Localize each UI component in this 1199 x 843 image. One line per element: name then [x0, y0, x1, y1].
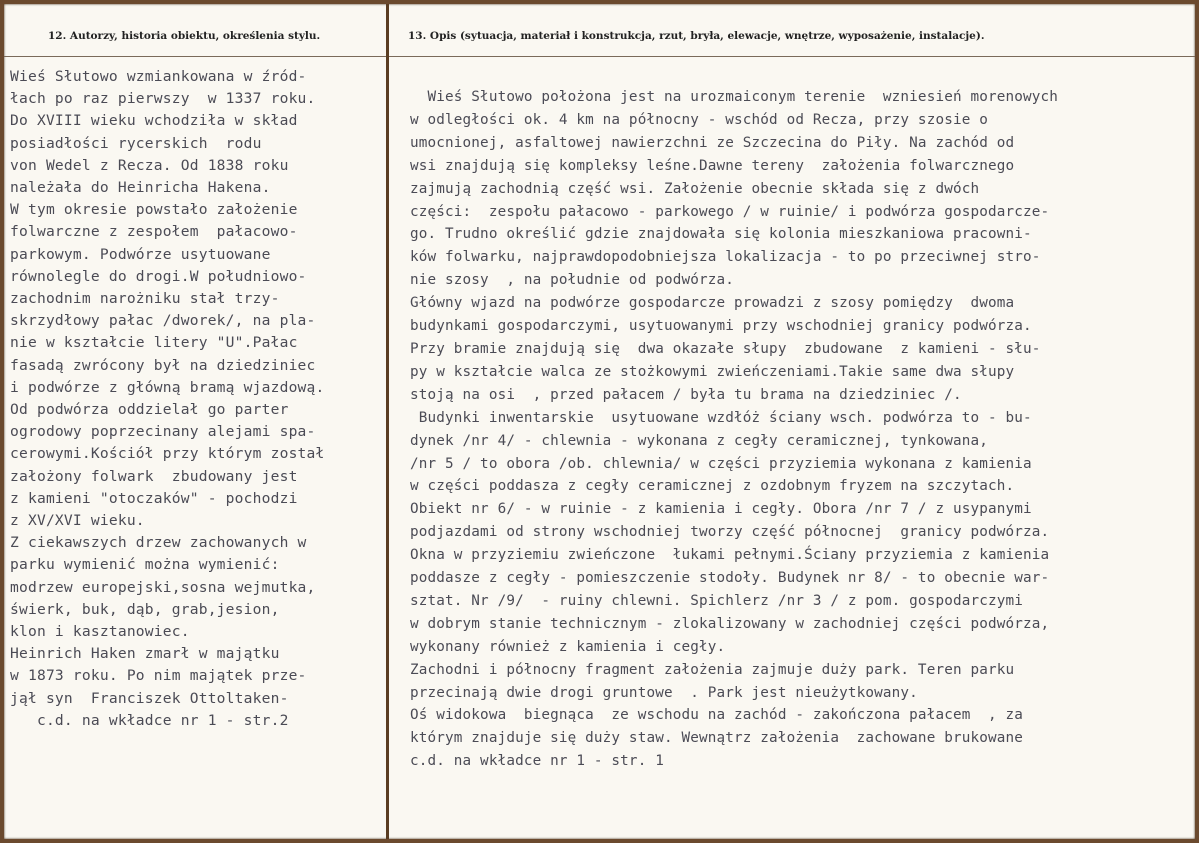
text-line: z kamieni "otoczaków" - pochodzi [10, 489, 298, 507]
text-line: Obiekt nr 6/ - w ruinie - z kamienia i cegły. Obora /nr 7 / z usypanymi [410, 501, 1032, 518]
text-line: nie w kształcie litery "U".Pałac [10, 334, 298, 352]
right-column-header: 13. Opis (sytuacja, materiał i konstrukcja, rzut, bryła, elewacje, wnętrze, wyposażenie, instalacje). [408, 30, 985, 42]
text-line: py w kształcie walca ze stożkowymi zwieńczeniami.Takie same dwa słupy [410, 363, 1015, 380]
left-column-header: 12. Autorzy, historia obiektu, określenia stylu. [48, 30, 321, 42]
text-line: z XV/XVI wieku. [10, 512, 145, 530]
text-line: W tym okresie powstało założenie [10, 201, 298, 219]
text-line: zachodnim narożniku stał trzy- [10, 290, 280, 308]
text-line: założony folwark zbudowany jest [10, 467, 298, 485]
right-header-rule [389, 56, 1195, 57]
left-column-text [10, 66, 325, 732]
text-line: w dobrym stanie technicznym - zlokalizowany w zachodniej części podwórza, [410, 615, 1050, 632]
inventory-card [4, 4, 1195, 839]
text-line: Heinrich Haken zmarł w majątku [10, 645, 280, 663]
text-line: von Wedel z Recza. Od 1838 roku [10, 156, 289, 174]
text-line: klon i kasztanowiec. [10, 623, 190, 641]
text-line: /nr 5 / to obora /ob. chlewnia/ w części przyziemia wykonana z kamienia [410, 455, 1032, 472]
text-line: Do XVIII wieku wchodziła w skład [10, 112, 298, 130]
left-header-rule [4, 56, 386, 57]
text-line: c.d. na wkładce nr 1 - str.2 [10, 711, 289, 729]
text-line: posiadłości rycerskich rodu [10, 134, 262, 152]
text-line: zajmują zachodnią część wsi. Założenie obecnie składa się z dwóch [410, 180, 980, 197]
text-line: folwarczne z zespołem pałacowo- [10, 223, 298, 241]
text-line: Główny wjazd na podwórze gospodarcze prowadzi z szosy pomiędzy dwoma [410, 295, 1015, 312]
text-line: Wieś Słutowo wzmiankowana w źród- [10, 68, 307, 85]
text-line: stoją na osi , przed pałacem / była tu brama na dziedziniec /. [410, 386, 962, 403]
text-line: cerowymi.Kościół przy którym został [10, 445, 325, 463]
text-line: części: zespołu pałacowo - parkowego / w ruinie/ i podwórza gospodarcze- [410, 203, 1050, 220]
text-line: Oś widokowa biegnąca ze wschodu na zachód - zakończona pałacem , za [410, 707, 1024, 724]
text-line: budynkami gospodarczymi, usytuowanymi przy wschodniej granicy podwórza. [410, 318, 1032, 335]
text-line: dynek /nr 4/ - chlewnia - wykonana z cegły ceramicznej, tynkowana, [410, 432, 988, 449]
text-line: którym znajduje się duży staw. Wewnątrz założenia zachowane brukowane [410, 730, 1024, 747]
text-line: Od podwórza oddzielał go parter [10, 401, 289, 419]
text-line: Budynki inwentarskie usytuowane wzdłóż ściany wsch. podwórza to - bu- [410, 409, 1032, 426]
text-line: skrzydłowy pałac /dworek/, na pla- [10, 312, 316, 330]
text-line: Z ciekawszych drzew zachowanych w [10, 534, 307, 552]
text-line: go. Trudno określić gdzie znajdowała się kolonia mieszkaniowa pracowni- [410, 226, 1032, 243]
text-line: Okna w przyziemiu zwieńczone łukami pełnymi.Ściany przyziemia z kamienia [410, 547, 1050, 564]
text-line: ków folwarku, najprawdopodobniejsza lokalizacja - to po przeciwnej stro- [410, 249, 1041, 266]
text-line: równolegle do drogi.W południowo- [10, 267, 307, 285]
text-line: c.d. na wkładce nr 1 - str. 1 [410, 753, 664, 770]
text-line: należała do Heinricha Hakena. [10, 179, 271, 197]
text-line: przecinają dwie drogi gruntowe . Park jest nieużytkowany. [410, 684, 918, 701]
text-line: modrzew europejski,sosna wejmutka, [10, 578, 316, 596]
text-line: w odległości ok. 4 km na północny - wschód od Recza, przy szosie o [410, 111, 988, 128]
text-line: poddasze z cegły - pomieszczenie stodoły. Budynek nr 8/ - to obecnie war- [410, 570, 1050, 587]
text-line: Przy bramie znajdują się dwa okazałe słupy zbudowane z kamieni - słu- [410, 340, 1041, 357]
text-line: wykonany również z kamienia i cegły. [410, 638, 726, 655]
text-line: świerk, buk, dąb, grab,jesion, [10, 600, 280, 618]
text-line: jął syn Franciszek Ottoltaken- [10, 689, 289, 707]
right-column-text [410, 86, 1058, 773]
text-line: fasadą zwrócony był na dziedziniec [10, 356, 316, 374]
text-line: parku wymienić można wymienić: [10, 556, 280, 574]
text-line: Zachodni i północny fragment założenia zajmuje duży park. Teren parku [410, 661, 1015, 678]
text-line: w części poddasza z cegły ceramicznej z ozdobnym fryzem na szczytach. [410, 478, 1015, 495]
text-line: Wieś Słutowo położona jest na urozmaiconym terenie wzniesień morenowych [410, 89, 1059, 105]
text-line: podjazdami od strony wschodniej tworzy część północnej granicy podwórza. [410, 524, 1050, 541]
text-line: sztat. Nr /9/ - ruiny chlewni. Spichlerz /nr 3 / z pom. gospodarczymi [410, 592, 1024, 609]
text-line: i podwórze z główną bramą wjazdową. [10, 378, 325, 396]
text-line: parkowym. Podwórze usytuowane [10, 245, 271, 263]
text-line: umocnionej, asfaltowej nawierzchni ze Szczecina do Piły. Na zachód od [410, 134, 1015, 151]
text-line: łach po raz pierwszy w 1337 roku. [10, 90, 316, 108]
text-line: w 1873 roku. Po nim majątek prze- [10, 667, 307, 685]
text-line: nie szosy , na południe od podwórza. [410, 272, 735, 289]
column-divider [386, 4, 389, 839]
text-line: wsi znajdują się kompleksy leśne.Dawne tereny założenia folwarcznego [410, 157, 1015, 174]
text-line: ogrodowy poprzecinany alejami spa- [10, 423, 316, 441]
